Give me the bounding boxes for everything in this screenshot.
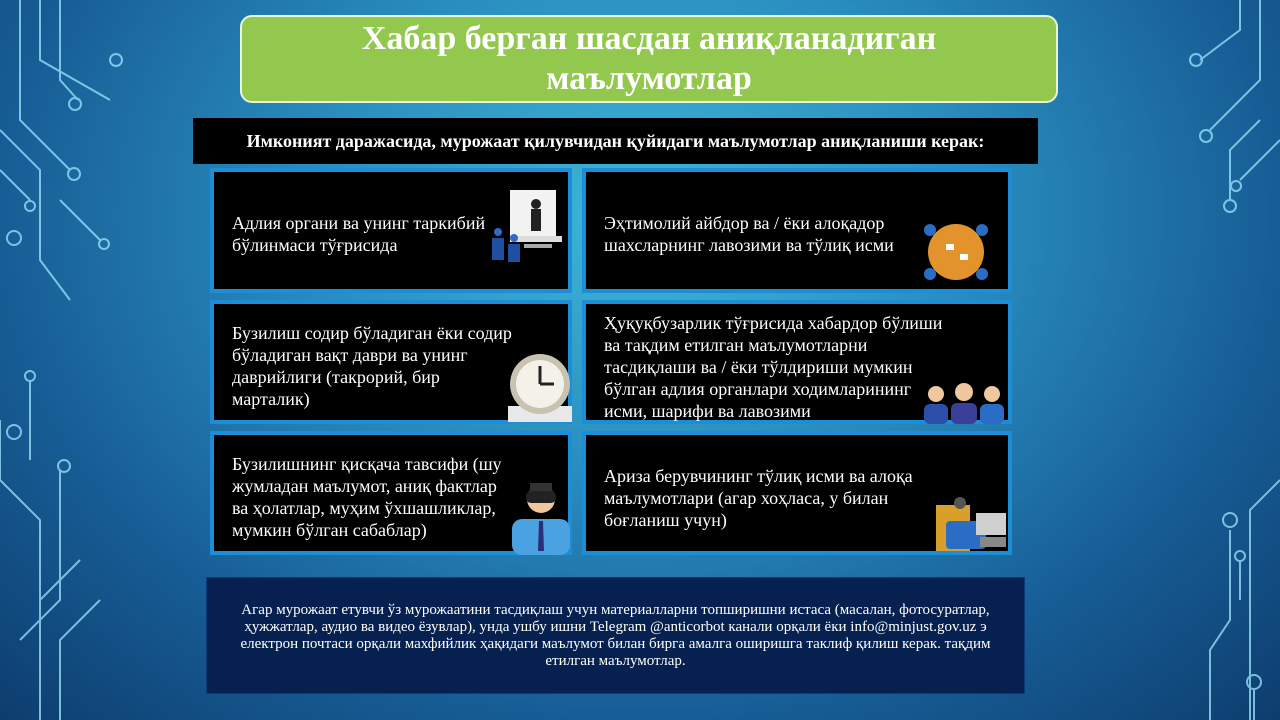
card-text: Эҳтимолий айбдор ва / ёки алоқадор шахсларнинг лавозими ва тўлиқ исми — [604, 213, 894, 255]
card-time-period — [210, 300, 572, 424]
card-witnesses — [582, 300, 1012, 424]
card-justice-body — [210, 168, 572, 293]
binoculars-man-icon — [506, 477, 576, 555]
card-suspects — [582, 168, 1012, 293]
slide-title: Хабар берган шасдан аниқланадиган маълумотлар — [240, 15, 1058, 103]
card-text: Бузилишнинг қисқача тавсифи (шу жумладан маълумот, аниқ фактлар ва ҳолатлар, муҳим ўхшашликлар, мумкин бўлган сабаблар) — [232, 454, 502, 540]
clock-icon — [508, 352, 572, 422]
card-text: Ариза берувчининг тўлиқ исми ва алоқа маълумотлари (агар хоҳласа, у билан боғланиш учун) — [604, 466, 913, 530]
card-applicant — [582, 431, 1012, 555]
footer-note: Агар мурожаат етувчи ўз мурожаатини тасдиқлаш учун материалларни топширишни истаса (масалан, фотосуратлар, ҳужжатлар, аудио ва видео ёзувлар), унда ушбу ишни Telegram @anticorbot канали орқали ёки info@minjust.gov.uz э електрон почтаси орқали махфийлик ҳақидаги маълумот билан бирга амалга оширишга таклиф қилиш керак. тақдим етилган маълумотлар. — [206, 577, 1025, 694]
workplace-icon — [936, 495, 1010, 551]
subheading: Имконият даражасида, мурожаат қилувчидан қуйидаги маълумотлар аниқланиши керак: — [193, 118, 1038, 164]
meeting-icon — [486, 186, 566, 268]
team-table-icon — [916, 216, 996, 292]
card-text: Бузилиш содир бўладиган ёки содир бўладиган вақт даври ва унинг даврийлиги (такрорий, бир марталик) — [232, 323, 512, 409]
card-description — [210, 431, 572, 555]
people-icon — [920, 380, 1010, 424]
card-text: Ҳуқуқбузарлик тўғрисида хабардор бўлиши ва тақдим етилган маълумотларни тасдиқлаши ва / ёки тўлдириши мумкин бўлган адлия органлари ходимларининг исми, шарифи ва лавозими — [604, 313, 943, 421]
card-text: Адлия органи ва унинг таркибий бўлинмаси тўғрисида — [232, 213, 486, 255]
